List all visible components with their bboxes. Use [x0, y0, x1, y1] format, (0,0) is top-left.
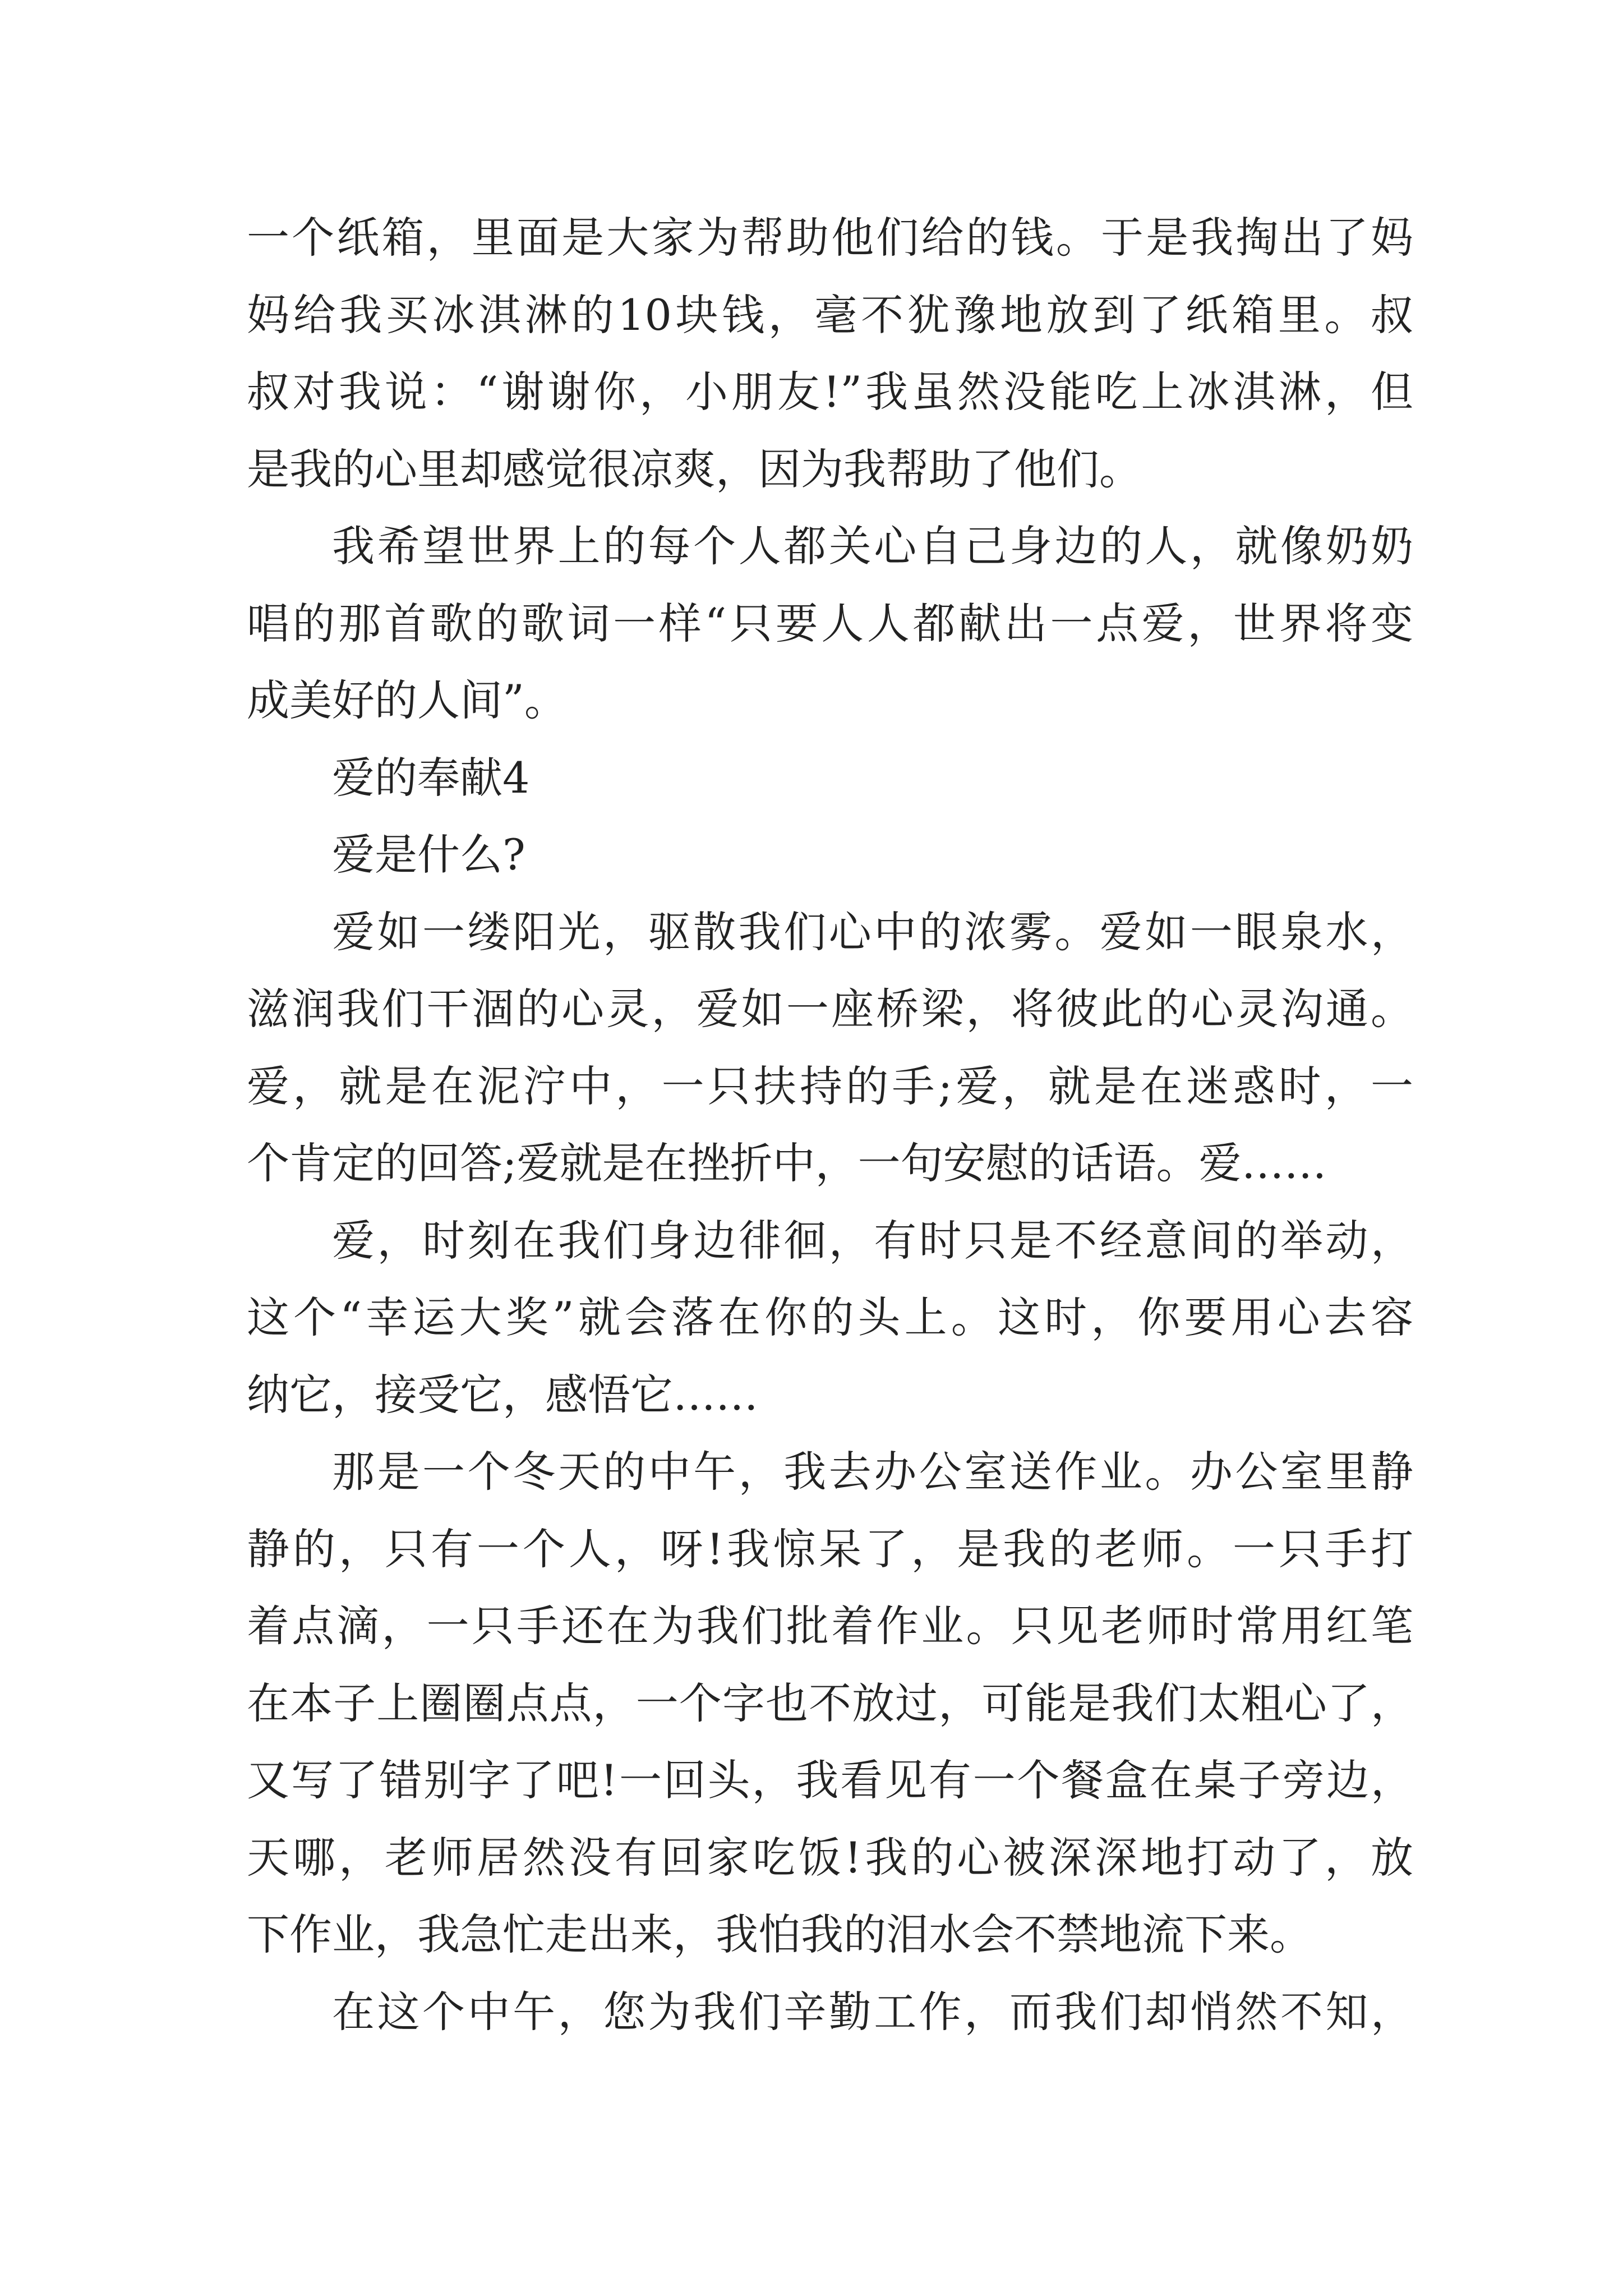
text-line: 在本子上圈圈点点，一个字也不放过，可能是我们太粗心了，: [247, 1678, 1413, 1728]
text-line: 一个纸箱，里面是大家为帮助他们给的钱。于是我掏出了妈: [247, 213, 1413, 263]
text-line: 着点滴，一只手还在为我们批着作业。只见老师时常用红笔: [247, 1601, 1413, 1651]
text-line: 爱的奉献4: [332, 752, 530, 803]
text-line: 爱如一缕阳光，驱散我们心中的浓雾。爱如一眼泉水，: [332, 907, 1413, 957]
text-line: 是我的心里却感觉很凉爽，因为我帮助了他们。: [247, 444, 1142, 494]
text-line: 那是一个冬天的中午，我去办公室送作业。办公室里静: [332, 1447, 1413, 1497]
text-line: 下作业，我急忙走出来，我怕我的泪水会不禁地流下来。: [247, 1910, 1312, 1959]
text-line: 叔对我说：“谢谢你，小朋友!”我虽然没能吃上冰淇淋，但: [247, 367, 1413, 417]
text-line: 又写了错别字了吧!一回头，我看见有一个餐盒在桌子旁边，: [247, 1755, 1413, 1805]
text-line: 妈给我买冰淇淋的10块钱，毫不犹豫地放到了纸箱里。叔: [247, 289, 1413, 340]
text-line: 个肯定的回答;爱就是在挫折中，一句安慰的话语。爱……: [247, 1138, 1327, 1188]
text-line: 成美好的人间”。: [247, 675, 567, 725]
text-line: 爱，时刻在我们身边徘徊，有时只是不经意间的举动，: [332, 1215, 1413, 1266]
text-line: 静的，只有一个人，呀!我惊呆了，是我的老师。一只手打: [247, 1524, 1413, 1574]
text-line: 天哪，老师居然没有回家吃饭!我的心被深深地打动了，放: [247, 1832, 1413, 1883]
text-line: 滋润我们干涸的心灵，爱如一座桥梁，将彼此的心灵沟通。: [247, 984, 1413, 1034]
text-line: 唱的那首歌的歌词一样“只要人人都献出一点爱，世界将变: [247, 598, 1413, 648]
document-body: [247, 199, 1413, 2050]
text-line: 在这个中午，您为我们辛勤工作，而我们却悄然不知，: [332, 1986, 1413, 2037]
text-line: 我希望世界上的每个人都关心自己身边的人，就像奶奶: [332, 521, 1413, 571]
text-line: 爱，就是在泥泞中，一只扶持的手;爱，就是在迷惑时，一: [247, 1061, 1413, 1111]
text-line: 爱是什么?: [332, 830, 525, 880]
text-line: 这个“幸运大奖”就会落在你的头上。这时，你要用心去容: [247, 1292, 1413, 1342]
text-line: 纳它，接受它，感悟它……: [247, 1369, 758, 1420]
